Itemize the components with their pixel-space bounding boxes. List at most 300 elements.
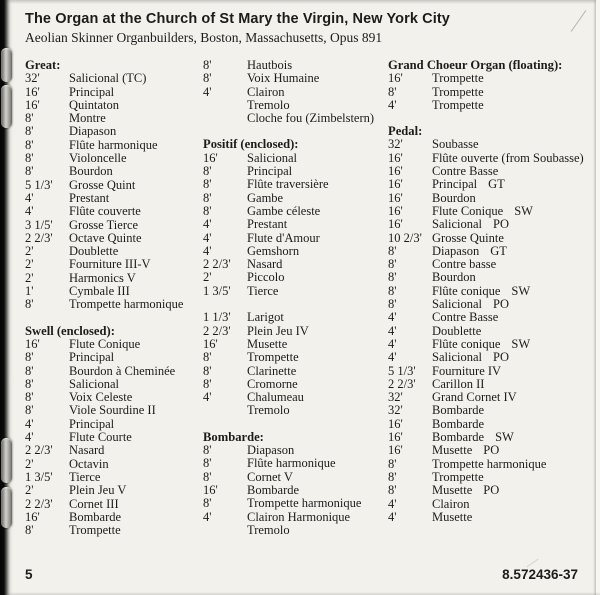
stop-name: Viole Sourdine II bbox=[69, 403, 156, 418]
stop-row bbox=[203, 232, 388, 245]
stop-name: Diapason bbox=[247, 443, 295, 458]
stop-name: Octavin bbox=[69, 456, 109, 471]
stop-name: Principal bbox=[69, 84, 115, 99]
stop-name: Trompette harmonique bbox=[69, 297, 184, 312]
stop-row bbox=[25, 378, 203, 391]
stop-division: GT bbox=[488, 177, 505, 192]
stop-name: Gambe céleste bbox=[247, 203, 321, 218]
stop-row bbox=[25, 338, 203, 351]
stop-name: Trompette bbox=[432, 469, 484, 484]
stop-name: Violoncelle bbox=[69, 151, 127, 166]
stop-row bbox=[388, 338, 595, 351]
stop-pitch: 2 2/3' bbox=[388, 376, 416, 391]
stop-name: Cornet III bbox=[69, 496, 119, 511]
stop-pitch: 16' bbox=[203, 482, 218, 497]
stop-name: Larigot bbox=[247, 310, 284, 325]
stop-pitch: 8' bbox=[25, 137, 34, 152]
stop-name: Voix Celeste bbox=[69, 390, 133, 405]
stop-row bbox=[388, 138, 595, 151]
stop-row bbox=[25, 498, 203, 511]
section-heading: Bombarde: bbox=[203, 429, 264, 444]
stop-pitch: 2' bbox=[25, 244, 34, 259]
stop-row bbox=[25, 365, 203, 378]
stop-pitch: 4' bbox=[203, 243, 212, 258]
stop-name: Musette bbox=[432, 483, 473, 498]
stop-name: Principal bbox=[247, 164, 293, 179]
stop-pitch: 16' bbox=[203, 150, 218, 165]
stop-row bbox=[388, 458, 595, 471]
staple-icon bbox=[1, 85, 12, 128]
stop-pitch: 8' bbox=[25, 403, 34, 418]
stop-row bbox=[388, 271, 595, 284]
stop-pitch: 16' bbox=[25, 97, 40, 112]
scan-right-paper-edge bbox=[596, 0, 600, 595]
stop-row bbox=[388, 391, 595, 404]
stop-row bbox=[25, 99, 203, 112]
stop-name: Flûte conique bbox=[432, 283, 501, 298]
stop-row bbox=[203, 457, 388, 470]
section-heading: Swell (enclosed): bbox=[25, 323, 115, 338]
stop-name: Salicional bbox=[432, 217, 482, 232]
stop-name: Musette bbox=[432, 443, 473, 458]
stop-name: Flute Conique bbox=[69, 336, 141, 351]
stop-pitch: 4' bbox=[388, 310, 397, 325]
stop-name: Tierce bbox=[69, 469, 101, 484]
stop-pitch: 32' bbox=[388, 137, 403, 152]
stop-pitch: 8' bbox=[203, 164, 212, 179]
stop-name: Doublette bbox=[69, 244, 119, 259]
stop-row bbox=[388, 511, 595, 524]
stop-pitch: 4' bbox=[388, 323, 397, 338]
stop-row bbox=[25, 418, 203, 431]
stop-pitch: 8' bbox=[203, 350, 212, 365]
stop-pitch: 4' bbox=[203, 84, 212, 99]
stop-row bbox=[203, 112, 388, 125]
stop-pitch: 3 1/5' bbox=[25, 217, 53, 232]
stop-name: Bombarde bbox=[432, 403, 485, 418]
stop-row bbox=[25, 431, 203, 444]
stop-pitch: 8' bbox=[25, 363, 34, 378]
stop-pitch: 8' bbox=[25, 124, 34, 139]
stop-division: PO bbox=[493, 217, 509, 232]
stop-name: Salicional bbox=[432, 350, 482, 365]
stop-name: Quintaton bbox=[69, 97, 119, 112]
stop-pitch: 1 3/5' bbox=[203, 283, 231, 298]
stop-row bbox=[388, 378, 595, 391]
stop-name: Grosse Quint bbox=[69, 177, 136, 192]
stop-division: SW bbox=[495, 430, 514, 445]
stop-pitch: 8' bbox=[203, 496, 212, 511]
stop-pitch: 16' bbox=[388, 71, 403, 86]
stop-row bbox=[203, 192, 388, 205]
stop-row bbox=[203, 471, 388, 484]
stop-pitch: 8' bbox=[25, 390, 34, 405]
stop-name: Nasard bbox=[247, 257, 283, 272]
stop-row bbox=[25, 219, 203, 232]
stop-pitch: 8' bbox=[388, 469, 397, 484]
stop-name: Montre bbox=[69, 111, 106, 126]
stop-row bbox=[203, 205, 388, 218]
stop-name: Flute Conique bbox=[432, 203, 504, 218]
stop-row bbox=[25, 152, 203, 165]
stop-pitch: 4' bbox=[388, 97, 397, 112]
stop-pitch: 32' bbox=[388, 390, 403, 405]
stop-division: SW bbox=[511, 336, 531, 351]
stop-row bbox=[388, 205, 595, 218]
stop-pitch: 8' bbox=[25, 376, 34, 391]
stop-pitch: 16' bbox=[25, 336, 40, 351]
stop-name: Clarinette bbox=[247, 363, 297, 378]
stop-name: Bourdon bbox=[432, 190, 476, 205]
stop-row bbox=[388, 165, 595, 178]
stop-pitch: 8' bbox=[25, 151, 34, 166]
stop-pitch: 10 2/3' bbox=[388, 230, 422, 245]
stop-row bbox=[203, 404, 388, 417]
stop-name: Trompette bbox=[69, 523, 121, 538]
stop-pitch: 16' bbox=[388, 164, 403, 179]
stop-row bbox=[388, 431, 595, 444]
stop-name: Chalumeau bbox=[247, 390, 304, 405]
stop-pitch: 8' bbox=[388, 456, 397, 471]
stop-name: Cromorne bbox=[247, 376, 298, 391]
stop-division: SW bbox=[514, 203, 533, 218]
stop-row bbox=[203, 311, 388, 324]
staple-icon bbox=[1, 48, 12, 82]
stop-pitch: 8' bbox=[25, 111, 34, 126]
stop-name: Bourdon bbox=[69, 164, 113, 179]
stop-name: Principal bbox=[69, 416, 115, 431]
stop-row bbox=[203, 218, 388, 231]
stop-name: Fourniture III-V bbox=[69, 257, 151, 272]
row-spacer bbox=[203, 298, 388, 311]
stop-name: Flute Courte bbox=[69, 430, 132, 445]
stop-pitch: 16' bbox=[388, 416, 403, 431]
stop-pitch: 8' bbox=[203, 203, 212, 218]
stop-row bbox=[25, 139, 203, 152]
stop-name: Musette bbox=[432, 509, 473, 524]
stop-name: Bombarde bbox=[247, 482, 300, 497]
stop-name: Contre Basse bbox=[432, 310, 499, 325]
stop-pitch: 16' bbox=[203, 336, 218, 351]
page-number: 5 bbox=[25, 567, 33, 582]
stop-pitch: 4' bbox=[25, 204, 34, 219]
stop-row bbox=[203, 511, 388, 524]
stop-name: Nasard bbox=[69, 443, 105, 458]
stop-pitch: 8' bbox=[203, 177, 212, 192]
stop-name: Musette bbox=[247, 336, 288, 351]
stop-name: Grosse Quinte bbox=[432, 230, 504, 245]
stop-pitch: 2' bbox=[25, 483, 34, 498]
stop-name: Principal bbox=[69, 350, 115, 365]
stop-pitch: 8' bbox=[203, 190, 212, 205]
stop-row bbox=[203, 271, 388, 284]
stop-name: Flute d'Amour bbox=[247, 230, 320, 245]
stop-row bbox=[25, 444, 203, 457]
stop-pitch: 4' bbox=[203, 230, 212, 245]
stop-name: Fourniture IV bbox=[432, 363, 502, 378]
stop-row bbox=[388, 86, 595, 99]
stop-row bbox=[203, 165, 388, 178]
stop-row bbox=[388, 258, 595, 271]
stop-name: Tremolo bbox=[247, 522, 290, 537]
stoplist-column-middle bbox=[203, 59, 388, 537]
stop-name: Contre basse bbox=[432, 257, 497, 272]
stop-pitch: 2 2/3' bbox=[25, 230, 53, 245]
stop-name: Trompette bbox=[432, 71, 484, 86]
stop-pitch: 8' bbox=[203, 456, 212, 471]
stop-pitch: 8' bbox=[203, 58, 212, 72]
stop-pitch: 2 2/3' bbox=[25, 496, 53, 511]
stop-row bbox=[388, 232, 595, 245]
stop-name: Trompette harmonique bbox=[247, 496, 362, 511]
stop-name: Hautbois bbox=[247, 58, 293, 72]
stop-row bbox=[25, 245, 203, 258]
stop-name: Contre Basse bbox=[432, 164, 499, 179]
stop-pitch: 4' bbox=[388, 509, 397, 524]
stop-name: Salicional (TC) bbox=[69, 71, 147, 86]
stop-row bbox=[25, 524, 203, 537]
stop-name: Flûte conique bbox=[432, 336, 501, 351]
stop-row bbox=[203, 484, 388, 497]
stop-name: Flûte harmonique bbox=[247, 456, 336, 471]
stop-section bbox=[388, 125, 595, 524]
stop-name: Gemshorn bbox=[247, 243, 300, 258]
stop-section bbox=[203, 138, 388, 417]
stop-section bbox=[203, 431, 388, 537]
stop-name: Gambe bbox=[247, 190, 284, 205]
stop-pitch: 4' bbox=[388, 336, 397, 351]
stop-pitch: 8' bbox=[203, 71, 212, 86]
staple-icon bbox=[1, 487, 12, 528]
stop-pitch: 16' bbox=[388, 177, 403, 192]
stop-division: PO bbox=[483, 483, 500, 498]
stop-pitch: 8' bbox=[25, 164, 34, 179]
stop-pitch: 8' bbox=[203, 469, 212, 484]
stop-name: Grand Cornet IV bbox=[432, 390, 517, 405]
stop-name: Bombarde bbox=[432, 416, 485, 431]
stop-pitch: 8' bbox=[25, 297, 34, 312]
stop-name: Clairon bbox=[247, 84, 285, 99]
stop-pitch: 8' bbox=[25, 350, 34, 365]
stop-name: Tierce bbox=[247, 283, 279, 298]
stop-row bbox=[388, 404, 595, 417]
stop-name: Grosse Tierce bbox=[69, 217, 139, 232]
stop-row bbox=[203, 378, 388, 391]
stop-row bbox=[388, 498, 595, 511]
stoplist-column-right bbox=[388, 59, 595, 524]
stop-pitch: 4' bbox=[25, 416, 34, 431]
stop-pitch: 8' bbox=[388, 270, 397, 285]
stop-row bbox=[25, 404, 203, 417]
stop-name: Bourdon bbox=[432, 270, 476, 285]
stop-row bbox=[388, 351, 595, 364]
stop-row bbox=[203, 152, 388, 165]
stop-pitch: 4' bbox=[388, 496, 397, 511]
stop-row bbox=[203, 365, 388, 378]
stop-division: PO bbox=[493, 297, 509, 312]
stop-row bbox=[25, 179, 203, 192]
stop-pitch: 16' bbox=[25, 509, 40, 524]
stop-name: Tremolo bbox=[247, 403, 290, 418]
page-title: The Organ at the Church of St Mary the Virgin, New York City bbox=[25, 11, 450, 27]
stop-name: Flûte couverte bbox=[69, 204, 141, 219]
stop-name: Harmonics V bbox=[69, 270, 136, 285]
stop-name: Tremolo bbox=[247, 97, 290, 112]
stop-pitch: 5 1/3' bbox=[388, 363, 416, 378]
stop-name: Clairon bbox=[432, 496, 470, 511]
stop-name: Diapason bbox=[69, 124, 117, 139]
stop-pitch: 4' bbox=[203, 509, 212, 524]
stop-pitch: 16' bbox=[388, 190, 403, 205]
stop-division: GT bbox=[490, 243, 507, 258]
stop-pitch: 2 2/3' bbox=[203, 323, 231, 338]
stop-row bbox=[25, 471, 203, 484]
stop-row bbox=[203, 524, 388, 537]
stop-pitch: 2' bbox=[203, 270, 212, 285]
stop-section bbox=[25, 59, 203, 312]
stop-row bbox=[388, 72, 595, 85]
stop-name: Flûte traversière bbox=[247, 177, 329, 192]
stop-name: Plein Jeu V bbox=[69, 483, 127, 498]
stop-name: Soubasse bbox=[432, 137, 479, 152]
stop-row bbox=[203, 351, 388, 364]
stop-row bbox=[388, 365, 595, 378]
stop-row bbox=[203, 178, 388, 191]
stop-pitch: 8' bbox=[388, 297, 397, 312]
stop-pitch: 8' bbox=[388, 257, 397, 272]
stop-name: Prestant bbox=[247, 217, 288, 232]
stop-pitch: 4' bbox=[25, 190, 34, 205]
stop-pitch: 1 3/5' bbox=[25, 469, 53, 484]
stop-pitch: 2' bbox=[25, 270, 34, 285]
stop-pitch: 16' bbox=[388, 430, 403, 445]
page-subtitle: Aeolian Skinner Organbuilders, Boston, Massachusetts, Opus 891 bbox=[25, 30, 383, 45]
stop-pitch: 16' bbox=[388, 443, 403, 458]
scan-top-edge bbox=[0, 0, 600, 4]
stop-row bbox=[388, 152, 595, 165]
stop-name: Prestant bbox=[69, 190, 110, 205]
stop-pitch: 16' bbox=[388, 150, 403, 165]
stop-name: Carillon II bbox=[432, 376, 485, 391]
section-heading: Great: bbox=[25, 58, 61, 72]
stop-row bbox=[388, 444, 595, 457]
stop-name: Trompette bbox=[432, 97, 484, 112]
stop-section bbox=[25, 325, 203, 538]
stop-name: Octave Quinte bbox=[69, 230, 142, 245]
stop-row bbox=[25, 484, 203, 497]
stop-row bbox=[25, 298, 203, 311]
stop-row bbox=[25, 205, 203, 218]
stop-pitch: 8' bbox=[388, 283, 397, 298]
stop-row bbox=[203, 72, 388, 85]
stop-row bbox=[25, 272, 203, 285]
stop-name: Cornet V bbox=[247, 469, 293, 484]
stop-pitch: 8' bbox=[203, 443, 212, 458]
stop-pitch: 8' bbox=[25, 523, 34, 538]
stop-section bbox=[388, 59, 595, 112]
stop-pitch: 8' bbox=[203, 363, 212, 378]
stop-pitch: 5 1/3' bbox=[25, 177, 53, 192]
stop-row bbox=[203, 258, 388, 271]
stop-pitch: 8' bbox=[388, 243, 397, 258]
stop-name: Plein Jeu IV bbox=[247, 323, 309, 338]
stop-pitch: 1' bbox=[25, 284, 34, 299]
stop-pitch: 8' bbox=[388, 84, 397, 99]
stop-division: SW bbox=[511, 283, 531, 298]
stop-pitch: 4' bbox=[388, 350, 397, 365]
stop-pitch: 2 2/3' bbox=[203, 257, 231, 272]
stop-pitch: 32' bbox=[25, 71, 40, 86]
stop-row bbox=[25, 125, 203, 138]
stop-row bbox=[388, 471, 595, 484]
stop-row bbox=[203, 59, 388, 72]
stop-name: Trompette harmonique bbox=[432, 456, 547, 471]
stop-name: Bourdon à Cheminée bbox=[69, 363, 176, 378]
stop-row bbox=[25, 72, 203, 85]
stop-pitch: 8' bbox=[203, 376, 212, 391]
stop-row bbox=[25, 458, 203, 471]
stop-row bbox=[25, 112, 203, 125]
stop-name: Bombarde bbox=[69, 509, 122, 524]
stop-row bbox=[25, 165, 203, 178]
stop-row bbox=[388, 311, 595, 324]
stop-pitch: 2' bbox=[25, 257, 34, 272]
stop-pitch: 2' bbox=[25, 456, 34, 471]
stop-pitch: 4' bbox=[203, 217, 212, 232]
stop-row bbox=[388, 245, 595, 258]
stop-name: Diapason bbox=[432, 243, 480, 258]
stop-pitch: 16' bbox=[388, 217, 403, 232]
stop-division: PO bbox=[493, 350, 509, 365]
stop-name: Trompette bbox=[247, 350, 299, 365]
stop-pitch: 4' bbox=[203, 390, 212, 405]
stop-row bbox=[388, 325, 595, 338]
stop-name: Voix Humaine bbox=[247, 71, 320, 86]
stop-name: Principal bbox=[432, 177, 478, 192]
stop-pitch: 2 2/3' bbox=[25, 443, 53, 458]
stop-name: Bombarde bbox=[432, 430, 485, 445]
stop-row bbox=[388, 192, 595, 205]
stop-row bbox=[203, 99, 388, 112]
stop-name: Cloche fou (Zimbelstern) bbox=[247, 111, 375, 126]
stop-row bbox=[203, 444, 388, 457]
stop-row bbox=[25, 86, 203, 99]
stop-row bbox=[25, 391, 203, 404]
stoplist-column-left bbox=[25, 59, 203, 537]
stop-name: Salicional bbox=[432, 297, 482, 312]
stop-pitch: 16' bbox=[388, 203, 403, 218]
stop-name: Cymbale III bbox=[69, 284, 130, 299]
stop-pitch: 8' bbox=[388, 483, 397, 498]
section-heading: Grand Choeur Organ (floating): bbox=[388, 58, 563, 72]
stop-row bbox=[203, 338, 388, 351]
stop-row bbox=[388, 99, 595, 112]
stop-row bbox=[25, 285, 203, 298]
stop-row bbox=[25, 351, 203, 364]
stop-row bbox=[203, 391, 388, 404]
stop-name: Doublette bbox=[432, 323, 482, 338]
catalog-number: 8.572436-37 bbox=[502, 567, 578, 582]
stop-row bbox=[203, 245, 388, 258]
stop-row bbox=[203, 497, 388, 510]
stop-pitch: 4' bbox=[25, 430, 34, 445]
stop-row bbox=[388, 218, 595, 231]
stop-section bbox=[203, 59, 388, 125]
section-heading: Pedal: bbox=[388, 124, 423, 139]
stop-row bbox=[388, 285, 595, 298]
stop-name: Clairon Harmonique bbox=[247, 509, 351, 524]
stop-row bbox=[388, 178, 595, 191]
